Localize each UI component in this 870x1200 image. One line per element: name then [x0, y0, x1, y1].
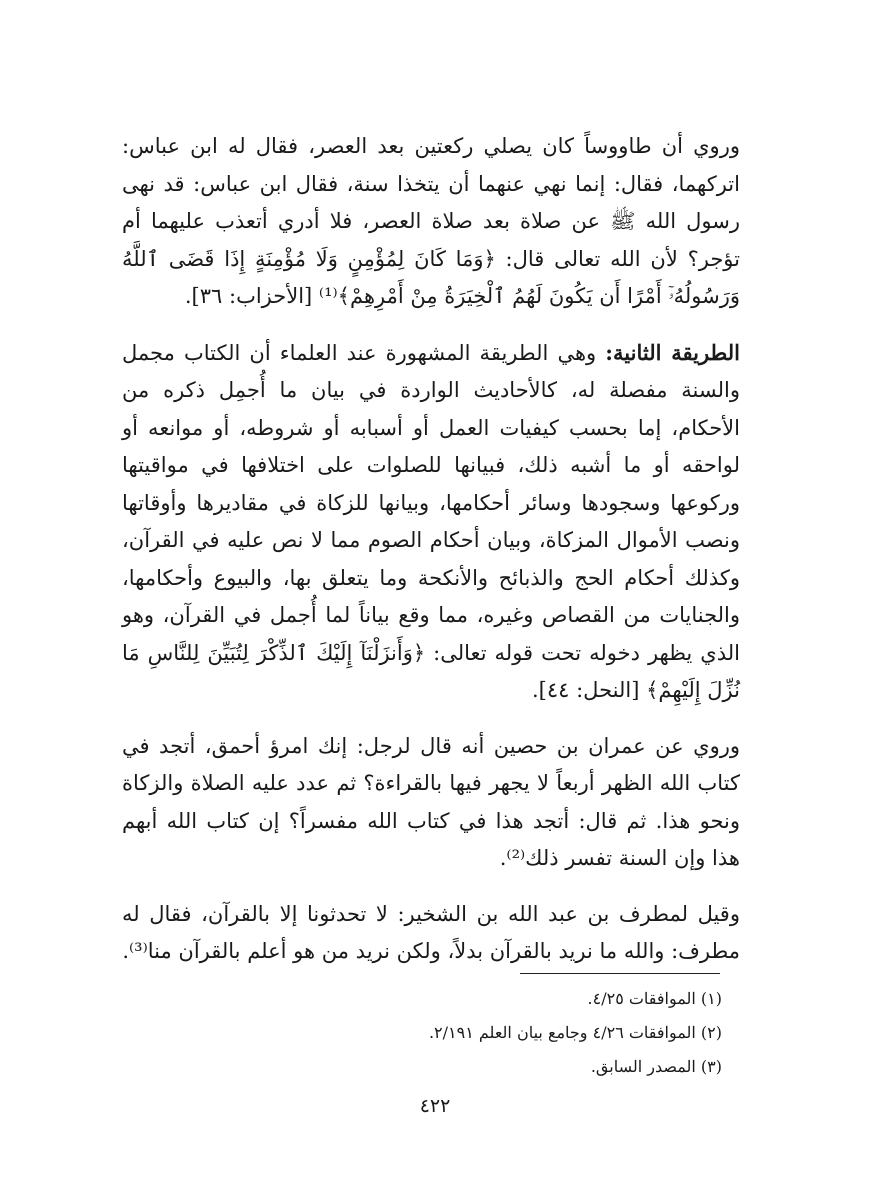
- paragraph-3: [122, 728, 740, 878]
- footnote-1: (١) الموافقات ٤/٢٥.: [587, 989, 722, 1008]
- text-line: القصاص وغيره، مما وقع بياناً لما أُجمل في القرآن، وهو الذي يظهر: [122, 603, 740, 665]
- footnote-divider: [520, 973, 720, 974]
- text-line: دخوله تحت قوله تعالى: ﴿وَأَنزَلْنَآ إِلَيْكَ ٱلذِّكْرَ لِتُبَيِّنَ لِلنَّاسِ مَا نُزِّلَ إِلَيْهِمْ﴾: [122, 640, 740, 702]
- footnote-2: (٢) الموافقات ٤/٢٦ وجامع بيان العلم ٢/١٩١.: [428, 1023, 722, 1042]
- text-line: وروي أن طاووساً كان يصلي ركعتين بعد العصر، فقال له ابن: [190, 134, 740, 158]
- paragraph-2: [122, 334, 740, 710]
- section-label: الطريقة الثانية:: [605, 339, 740, 365]
- text-line: المزكاة، وبيان أحكام الصوم مما لا نص عليه في القرآن، وكذلك أحكام: [122, 528, 740, 590]
- text-line: وسائر أحكامها، وبيانها للزكاة في مقاديرها وأوقاتها ونصب الأموال: [122, 490, 740, 552]
- main-text: [122, 128, 740, 971]
- text-line: قد نهى رسول الله ﷺ عن صلاة بعد صلاة العصر، فلا أدري أتعذب: [122, 171, 741, 233]
- text-line: وهي الطريقة المشهورة عند العلماء أن الكتاب مجمل: [122, 340, 597, 365]
- text-line: وَرَسُولُهُۥٓ أَمْرًا أَن يَكُونَ لَهُمُ ٱلْخِيَرَةُ مِنْ أَمْرِهِمْ﴾⁽¹⁾ [الأحزاب: ٣٦].: [184, 284, 740, 308]
- text-line: في كتاب الله الظهر أربعاً لا يجهر فيها بالقراءة؟ ثم عدد عليه الصلاة: [122, 733, 740, 795]
- page-number: ٤٢٢: [419, 1095, 451, 1117]
- text-line: منا⁽³⁾.: [122, 939, 172, 963]
- text-line: [النحل: ٤٤].: [531, 678, 640, 702]
- text-line: والسنة مفصلة له، كالأحاديث الواردة في بيان ما أُجمِل ذكره من الأحكام،: [122, 378, 740, 440]
- footnote-3: (٣) المصدر السابق.: [590, 1057, 722, 1076]
- text-line: أبهم هذا وإن السنة تفسر ذلك⁽²⁾.: [122, 808, 740, 870]
- text-line: عباس: اتركهما، فقال: إنما نهي عنهما أن يتخذا سنة، فقال ابن عباس:: [122, 134, 740, 196]
- text-line: إما بحسب كيفيات العمل أو أسبابه أو شروطه، أو موانعه أو لواحقه أو ما: [122, 415, 740, 477]
- text-line: وقيل لمطرف بن عبد الله بن الشخير: لا تحدثونا إلا بالقرآن، فقال: [149, 901, 740, 926]
- text-line: أشبه ذلك، فبيانها للصلوات على اختلافها في مواقيتها وركوعها وسجودها: [122, 453, 741, 515]
- text-line: الحج والذبائح والأنكحة وما يتعلق بها، والبيوع وأحكامها، والجنايات من: [122, 565, 741, 627]
- footnotes: [122, 982, 722, 1084]
- paragraph-4: [122, 896, 740, 971]
- text-line: عليهما أم تؤجر؟ لأن الله تعالى قال: ﴿وَمَا كَانَ لِمُؤْمِنٍ وَلَا مُؤْمِنَةٍ إِذَا قَضَى ٱللَّهُ: [122, 209, 740, 271]
- text-line: وروي عن عمران بن حصين أنه قال لرجل: إنك امرؤ أحمق، أتجد: [159, 733, 740, 758]
- text-line: والزكاة ونحو هذا. ثم قال: أتجد هذا في كتاب الله مفسراً؟ إن كتاب الله: [122, 771, 740, 833]
- paragraph-1: [122, 128, 740, 316]
- text-line: له مطرف: والله ما نريد بالقرآن بدلاً، ولكن نريد من هو أعلم بالقرآن: [122, 901, 740, 963]
